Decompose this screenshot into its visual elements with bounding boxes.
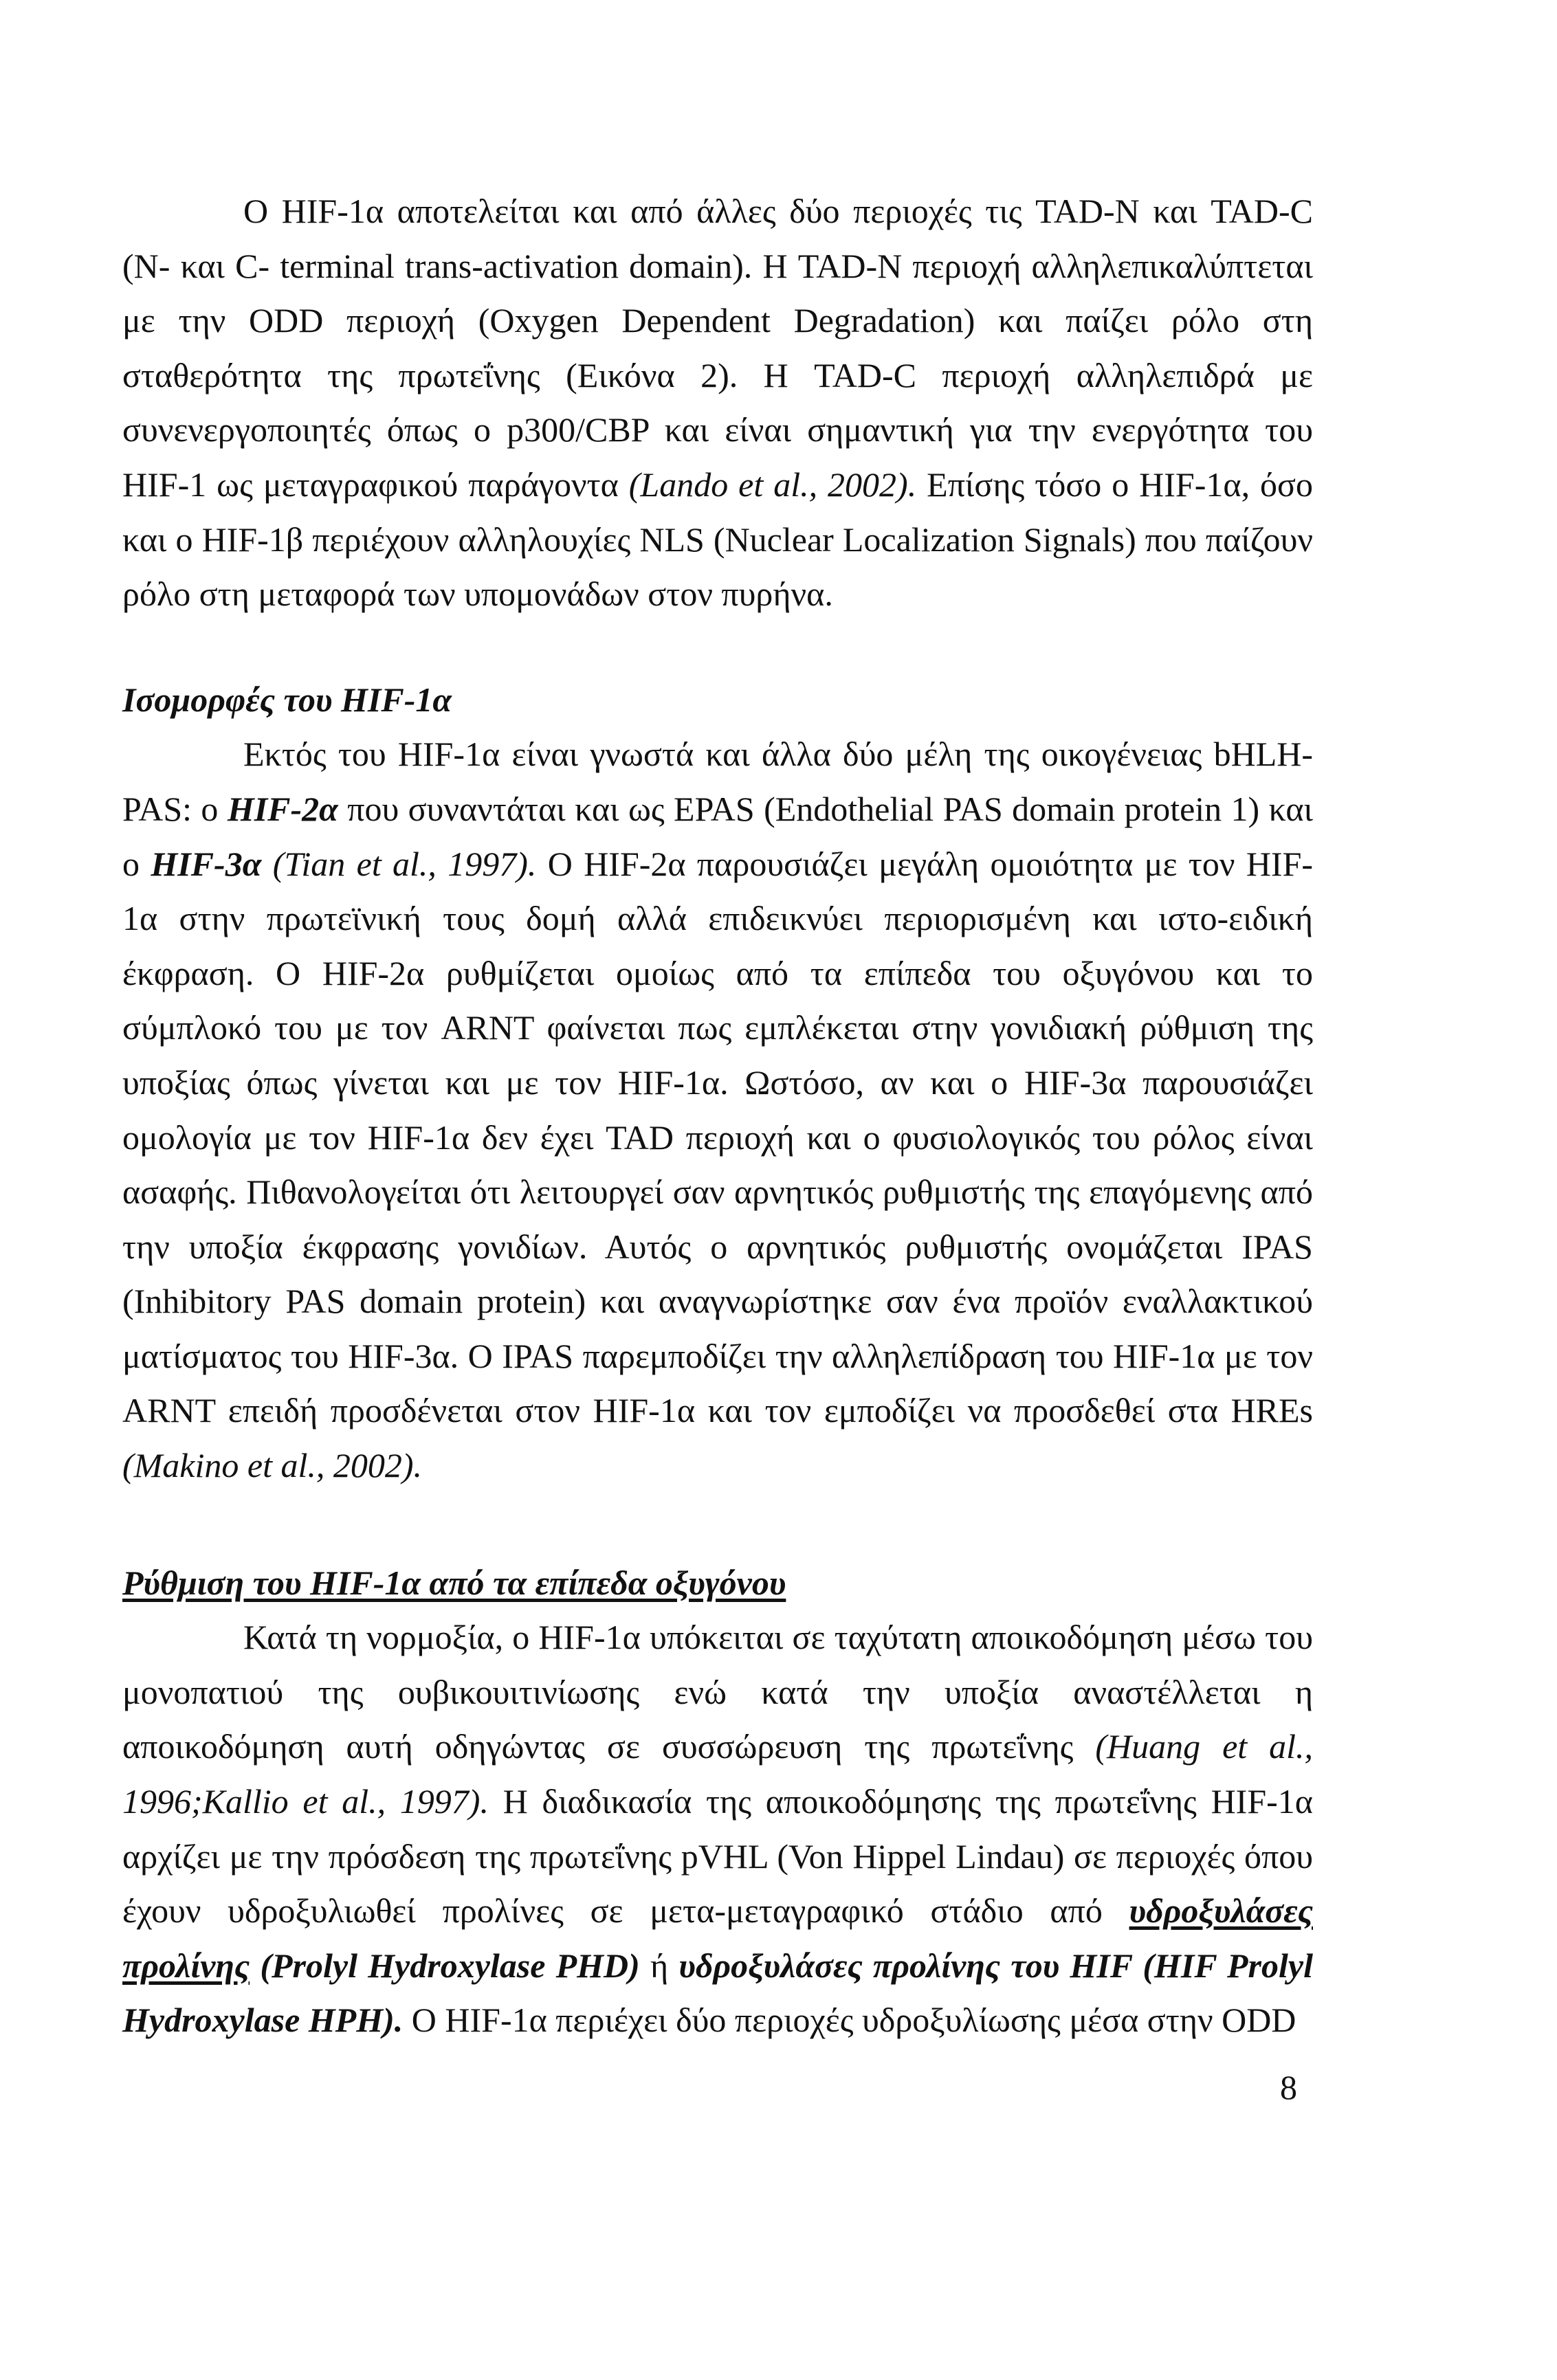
page-content bbox=[122, 184, 1313, 2048]
page-number: 8 bbox=[1280, 2068, 1297, 2106]
paragraph-text: Επίσης τόσο ο HIF-1α, όσο και ο HIF-1β περιέχουν αλληλουχίες NLS (Nuclear Localization Signals) που παίζουν ρόλο στη μεταφορά των υπομονάδων στον πυρήνα. bbox=[122, 465, 1313, 614]
term-hph: υδροξυλάσες προλίνης του HIF (HIF Prolyl Hydroxylase HPH). bbox=[122, 1946, 1313, 2040]
section-heading-oxygen-regulation bbox=[122, 1556, 1313, 1611]
paragraph-text: Κατά τη νορμοξία, ο HIF-1α υπόκειται σε ταχύτατη αποικοδόμηση μέσω του μονοπατιού της ουβικουιτινίωσης ενώ κατά την υποξία αναστέλλεται η αποικοδόμηση αυτή οδηγώντας σε συσσώρευση της πρωτεΐνης bbox=[122, 1618, 1313, 1766]
paragraph-tad-domains bbox=[122, 184, 1313, 622]
term-hif2a: HIF-2α bbox=[227, 789, 338, 828]
term-phd: (Prolyl Hydroxylase PHD) bbox=[260, 1946, 640, 1985]
paragraph-text: Ο HIF-2α παρουσιάζει μεγάλη ομοιότητα με τον HIF-1α στην πρωτεϊνική τους δομή αλλά επιδεικνύει περιορισμένη και ιστο-ειδική έκφραση. Ο HIF-2α ρυθμίζεται ομοίως από τα επίπεδα του οξυγόνου και το σύμπλοκό του με τον ARNT φαίνεται πως εμπλέκεται στην γονιδιακή ρύθμιση της υποξίας όπως γίνεται και με τον HIF-1α. Ωστόσο, αν και ο HIF-3α παρουσιάζει ομολογία με τον HIF-1α δεν έχει TAD περιοχή και ο φυσιολογικός του ρόλος είναι ασαφής. Πιθανολογείται ότι λειτουργεί σαν αρνητικός ρυθμιστής της επαγόμενης από την υποξία έκφρασης γονιδίων. Αυτός ο αρνητικός ρυθμιστής ονομάζεται IPAS (Inhibitory PAS domain protein) και αναγνωρίστηκε σαν ένα προϊόν εναλλακτικού ματίσματος του HIF-3α. Ο IPAS παρεμποδίζει την αλληλεπίδραση του HIF-1α με τον ARNT επειδή προσδένεται στον HIF-1α και τον εμποδίζει να προσδεθεί στα HREs bbox=[122, 844, 1314, 1430]
paragraph-text: ή bbox=[639, 1946, 679, 1985]
citation: (Tian et al., 1997). bbox=[272, 844, 537, 883]
term-hif3a: HIF-3α bbox=[151, 844, 262, 883]
section-heading-isoforms bbox=[122, 673, 1313, 728]
paragraph-text bbox=[261, 845, 272, 883]
citation: (Makino et al., 2002). bbox=[122, 1446, 423, 1485]
paragraph-text: Η διαδικασία της αποικοδόμησης της πρωτεΐνης HIF-1α αρχίζει με την πρόσδεση της πρωτεΐνης pVHL (Von Hippel Lindau) σε περιοχές όπου έχουν υδροξυλιωθεί προλίνες σε μετα-μεταγραφικό στάδιο από bbox=[122, 1782, 1313, 1931]
paragraph-isoforms bbox=[122, 727, 1313, 1493]
term-prolyl-hydroxylases: υδροξυλάσες προλίνης bbox=[122, 1891, 1313, 1985]
heading-text: Ισομορφές του HIF-1α bbox=[122, 680, 452, 719]
paragraph-text: Εκτός του HIF-1α είναι γνωστά και άλλα δύο μέλη της οικογένειας bHLH-PAS: ο bbox=[122, 735, 1313, 828]
paragraph-text: που συναντάται και ως EPAS (Endothelial PAS domain protein 1) και ο bbox=[122, 789, 1313, 883]
citation: (Huang et al., 1996;Kallio et al., 1997). bbox=[122, 1727, 1313, 1821]
heading-text: Ρύθμιση του HIF-1α από τα επίπεδα οξυγόνου bbox=[122, 1563, 786, 1602]
paragraph-text bbox=[250, 1946, 260, 1985]
citation: (Lando et al., 2002). bbox=[628, 465, 917, 504]
paragraph-oxygen-regulation bbox=[122, 1610, 1313, 2048]
paragraph-text: Ο HIF-1α περιέχει δύο περιοχές υδροξυλίωσης μέσα στην ODD bbox=[403, 2001, 1296, 2040]
paragraph-text: Ο HIF-1α αποτελείται και από άλλες δύο περιοχές τις TAD-N και TAD-C (N- και C- terminal trans-activation domain). Η TAD-N περιοχή αλληλεπικαλύπτεται με την ODD περιοχή (Oxygen Dependent Degradation) και παίζει ρόλο στη σταθερότητα της πρωτεΐνης (Εικόνα 2). Η TAD-C περιοχή αλληλεπιδρά με συνενεργοποιητές όπως ο p300/CBP και είναι σημαντική για την ενεργότητα του HIF-1 ως μεταγραφικού παράγοντα bbox=[122, 192, 1313, 504]
